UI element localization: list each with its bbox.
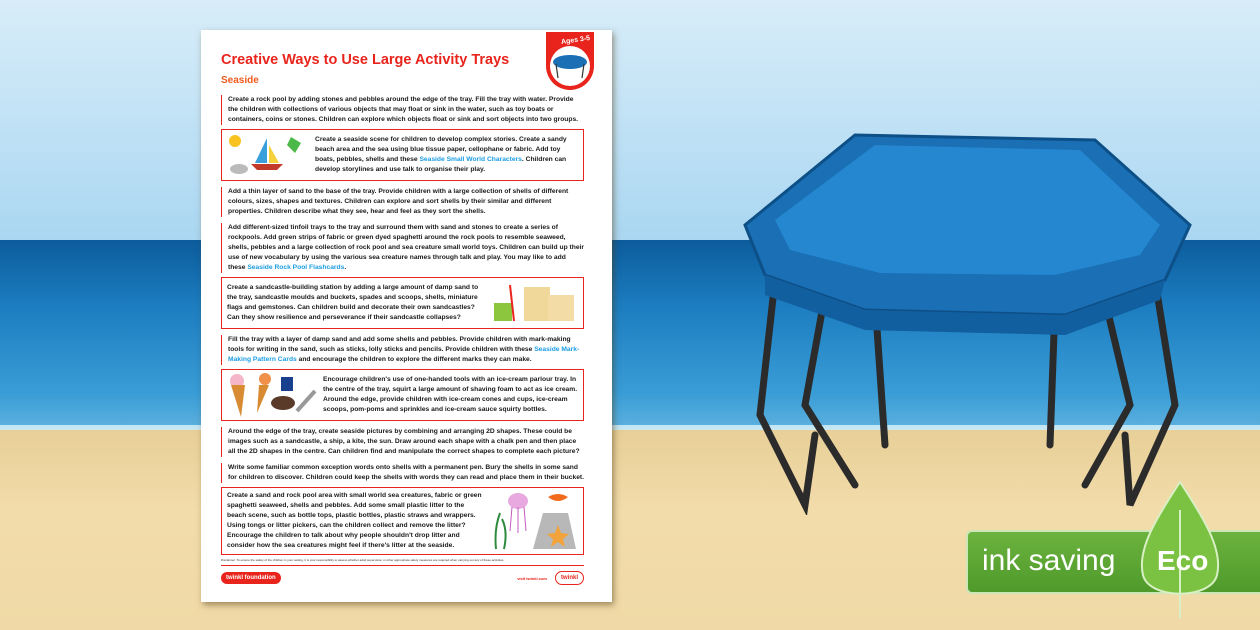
activity-text-part: . xyxy=(344,264,347,271)
document-preview xyxy=(201,30,612,602)
activity-sandcastle xyxy=(221,277,584,329)
activity-text-part: Add different-sized tinfoil trays to the tray and surround them with sand and stones to create a series of rockpools. Add green strips of fabric or green dyed spaghetti around the rock pools to resemble seaweed, shells, pebbles and a large collection of rock pool and sea creature small world toys. Children can build up their use of new vocabulary by using the various sea creature names through talk and play. You may like to add these xyxy=(228,224,585,271)
footer-divider xyxy=(221,565,584,566)
ice-cream-illustration xyxy=(227,373,317,417)
document-footer xyxy=(221,571,584,585)
activity-litter xyxy=(221,487,584,555)
twinkl-logo: twinkl xyxy=(555,571,584,585)
activity-mark-making xyxy=(221,335,584,365)
visit-link[interactable]: visit twinkl.com xyxy=(517,575,547,581)
document-subtitle: Seaside xyxy=(221,75,259,86)
twinkl-foundation-logo: twinkl foundation xyxy=(221,572,281,584)
age-badge-label: Ages 3-5 xyxy=(560,35,591,46)
activity-text-part: and encourage the children to explore the different marks they can make. xyxy=(296,356,532,363)
seaside-mark-making-cards-link[interactable]: Seaside Mark-Making Pattern Cards xyxy=(228,346,580,363)
activity-rockpools xyxy=(221,223,584,273)
ink-saving-label: ink saving xyxy=(982,544,1116,577)
document-title: Creative Ways to Use Large Activity Trays xyxy=(221,52,510,68)
disclaimer: Disclaimer: To ensure the safety of the children in your setting, it is your responsibility to assess whether adult supervision or other appropriate safety measures are required when carrying out any of these activities. xyxy=(221,558,505,562)
activity-exception-words: Write some familiar common exception words onto shells with a permanent pen. Bury the shells in some sand for children to discover. Children could keep the shells with words they can read and place them in their bucket. xyxy=(221,463,584,483)
boats-kite-illustration xyxy=(227,133,309,177)
activity-text: Encourage children's use of one-handed tools with an ice-cream parlour tray. In the centre of the tray, squirt a large amount of shaving foam to act as ice cream. Around the edge, provide children with ice-cream cones and cups, ice-cream scoops, pom-poms and sprinkles and ice-cream sauce squirty bottles. xyxy=(323,376,578,413)
activity-text-part: . Children can develop storylines and use talk to organise their play. xyxy=(315,156,567,173)
sandcastle-illustration xyxy=(490,281,578,325)
activity-text: Create a sandcastle-building station by adding a large amount of damp sand to the tray, sandcastle moulds and buckets, spades and scoops, shells, miniature flags and gemstones. Can children build and decorate their own sandcastles? Can they show resilience and perseverance if their sandcastle collapses? xyxy=(227,284,479,321)
activity-tray-illustration xyxy=(735,115,1210,515)
seaside-small-world-characters-link[interactable]: Seaside Small World Characters xyxy=(419,156,522,163)
activity-shells: Add a thin layer of sand to the base of the tray. Provide children with a large collection of shells of different colours, sizes, shapes and textures. Children can explore and sort shells by their similar and different properties. Children describe what they see, hear and feel as they sort the shells. xyxy=(221,187,584,217)
activity-seaside-scene xyxy=(221,129,584,181)
activity-rock-pool: Create a rock pool by adding stones and pebbles around the edge of the tray. Fill the tray with water. Provide the children with collections of various objects that may float or sink in the water, such as toy boats or containers, coins or stones. Children can explore which objects float or sink and sort objects into two groups. xyxy=(221,95,584,125)
activity-text-part: Create a seaside scene for children to develop complex stories. Create a sandy beach area and the sea using blue tissue paper, cellophane or fabric. Add toy boats, pebbles, shells and these xyxy=(315,136,567,163)
eco-label: Eco xyxy=(1157,545,1209,576)
activity-text xyxy=(315,135,578,175)
activity-ice-cream xyxy=(221,369,584,421)
activity-2d-shapes: Around the edge of the tray, create seaside pictures by combining and arranging 2D shapes. These could be images such as a sandcastle, a ship, a kite, the sun. Draw around each shape with a chalk pen and then place all the 2D shapes in the centre. Can children find and manipulate the correct shapes to complete each picture? xyxy=(221,427,584,457)
activity-text-part: Fill the tray with a layer of damp sand and add some shells and pebbles. Provide children with mark-making tools for writing in the sand, such as sticks, lolly sticks and pencils. Provide children with these xyxy=(228,336,571,353)
seaside-rock-pool-flashcards-link[interactable]: Seaside Rock Pool Flashcards xyxy=(247,264,345,271)
sea-creatures-illustration xyxy=(488,491,578,551)
activity-text: Create a sand and rock pool area with small world sea creatures, fabric or green spaghetti seaweed, shells and pebbles. Add some small plastic litter to the beach scene, such as bottle tops, plastic bottles, plastic straws and wrappers. Using tongs or litter pickers, can the children collect and remove the litter? Encourage the children to talk about why people shouldn't drop litter and consider how the sea creatures might feel if there's litter at the seaside. xyxy=(227,492,482,549)
